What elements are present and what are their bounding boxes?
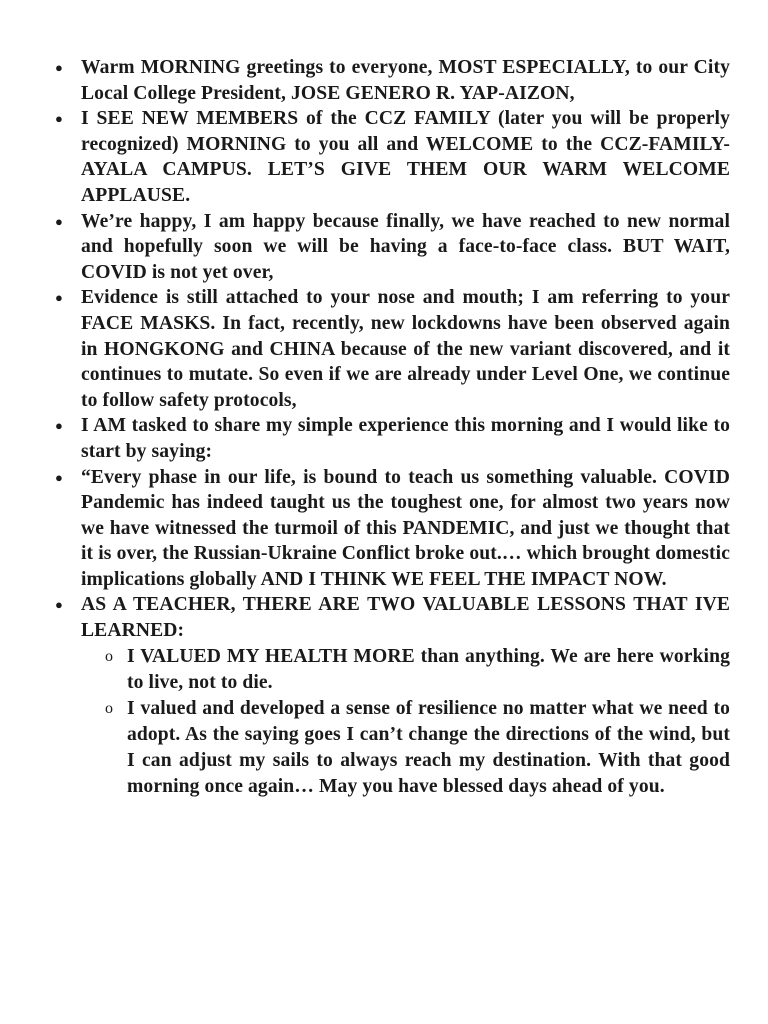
sub-list-item-text: I VALUED MY HEALTH MORE than anything. We are here working to live, not to die. bbox=[127, 645, 730, 693]
list-item-text: I AM tasked to share my simple experience this morning and I would like to start by saying: bbox=[81, 415, 730, 462]
bullet-icon: ● bbox=[55, 60, 63, 75]
hollow-bullet-icon: o bbox=[105, 699, 114, 717]
bullet-icon: ● bbox=[55, 597, 63, 613]
list-item bbox=[55, 55, 730, 106]
hollow-bullet-icon: o bbox=[105, 647, 114, 665]
list-item-text: AS A TEACHER, THERE ARE TWO VALUABLE LESSONS THAT IVE LEARNED: bbox=[81, 594, 730, 642]
bullet-list bbox=[55, 55, 730, 800]
list-item bbox=[55, 592, 730, 799]
list-item bbox=[55, 209, 730, 286]
bullet-icon: ● bbox=[55, 469, 63, 485]
list-item-text: I SEE NEW MEMBERS of the CCZ FAMILY (later you will be properly recognized) MORNING to you all and WELCOME to the CCZ-FAMILY-AYALA CAMPUS. LET’S GIVE THEM OUR WARM WELCOME APPLAUSE. bbox=[81, 108, 730, 206]
list-item-text: “Every phase in our life, is bound to teach us something valuable. COVID Pandemic has indeed taught us the toughest one, for almost two years now we have witnessed the turmoil of this PANDEMIC, and just we thought that it is over, the Russian-Ukraine Conflict broke out.… which brought domestic implications globally AND I THINK WE FEEL THE IMPACT NOW. bbox=[81, 466, 730, 590]
list-item bbox=[55, 413, 730, 464]
list-item-text: Warm MORNING greetings to everyone, MOST ESPECIALLY, to our City Local College President, JOSE GENERO R. YAP-AIZON, bbox=[81, 57, 730, 104]
list-item-text: Evidence is still attached to your nose and mouth; I am referring to your FACE MASKS. In fact, recently, new lockdowns have been observed again in HONGKONG and CHINA because of the new variant discovered, and it continues to mutate. So even if we are already under Level One, we continue to follow safety protocols, bbox=[81, 287, 730, 411]
list-item-text: We’re happy, I am happy because finally, we have reached to new normal and hopefully soon we will be having a face-to-face class. BUT WAIT, COVID is not yet over, bbox=[81, 210, 730, 283]
list-item bbox=[55, 465, 730, 593]
bullet-icon: ● bbox=[55, 213, 63, 229]
bullet-icon: ● bbox=[55, 418, 63, 434]
sub-list-item bbox=[105, 696, 730, 800]
sub-list-item bbox=[105, 644, 730, 696]
bullet-icon: ● bbox=[55, 111, 63, 127]
bullet-icon: ● bbox=[55, 290, 63, 306]
sub-list bbox=[81, 644, 730, 800]
list-item bbox=[55, 106, 730, 208]
sub-list-item-text: I valued and developed a sense of resilience no matter what we need to adopt. As the saying goes I can’t change the directions of the wind, but I can adjust my sails to always reach my destination. With that good morning once again… May you have blessed days ahead of you. bbox=[127, 697, 730, 797]
list-item bbox=[55, 285, 730, 413]
